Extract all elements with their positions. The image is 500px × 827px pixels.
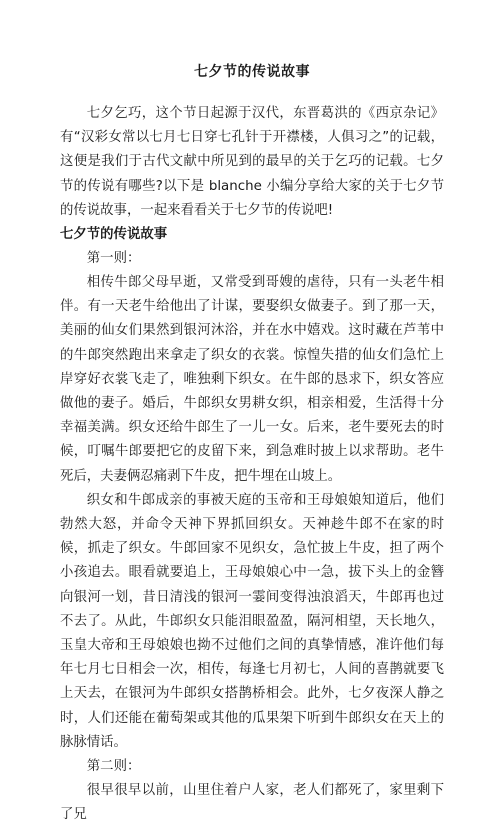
story-paragraph: 很早很早以前，山里住着户人家，老人们都死了，家里剩下了兄	[60, 783, 444, 823]
story-paragraph: 相传牛郎父母早逝，又常受到哥嫂的虐待，只有一头老牛相伴。有一天老牛给他出了计谋，要娶织女做妻子。到了那一天，美丽的仙女们果然到银河沐浴，并在水中嬉戏。这时藏在芦苇中的牛郎突然跑出来拿走了织女的衣裳。惊惶失措的仙女们急忙上岸穿好衣裳飞走了，唯独剩下织女。在牛郎的恳求下，织女答应做他的妻子。婚后，牛郎织女男耕女织，相亲相爱，生活得十分幸福美满。织女还给牛郎生了一儿一女。后来，老牛要死去的时候，叮嘱牛郎要把它的皮留下来，到急难时披上以求帮助。老牛死后，夫妻俩忍痛剥下牛皮，把牛埋在山坡上。	[60, 275, 444, 484]
section-heading: 七夕节的传说故事	[60, 227, 168, 243]
part-one-label: 第一则：	[86, 251, 141, 267]
document-title: 七夕节的传说故事	[194, 64, 310, 80]
story-paragraph: 织女和牛郎成亲的事被天庭的玉帝和王母娘娘知道后，他们勃然大怒，并命令天神下界抓回织女。天神趁牛郎不在家的时候，抓走了织女。牛郎回家不见织女，急忙披上牛皮，担了两个小孩追去。眼看就要追上，王母娘娘心中一急，拔下头上的金簪向银河一划，昔日清浅的银河一霎间变得浊浪滔天，牛郎再也过不去了。从此，牛郎织女只能泪眼盈盈，隔河相望，天长地久，玉皇大帝和王母娘娘也拗不过他们之间的真挚情感，准许他们每年七月七日相会一次，相传，每逢七月初七，人间的喜鹊就要飞上天去，在银河为牛郎织女搭鹊桥相会。此外，七夕夜深人静之时，人们还能在葡萄架或其他的瓜果架下听到牛郎织女在天上的脉脉情话。	[60, 492, 444, 750]
intro-paragraph: 七夕乞巧，这个节日起源于汉代，东晋葛洪的《西京杂记》有“汉彩女常以七月七日穿七孔针于开襟楼，人俱习之”的记载，这便是我们于古代文献中所见到的最早的关于乞巧的记载。七夕节的传说有哪些?以下是 blanche 小编分享给大家的关于七夕节的传说故事，一起来看看关于七夕节的传说吧!	[60, 106, 444, 218]
part-two-label: 第二则：	[86, 759, 141, 775]
